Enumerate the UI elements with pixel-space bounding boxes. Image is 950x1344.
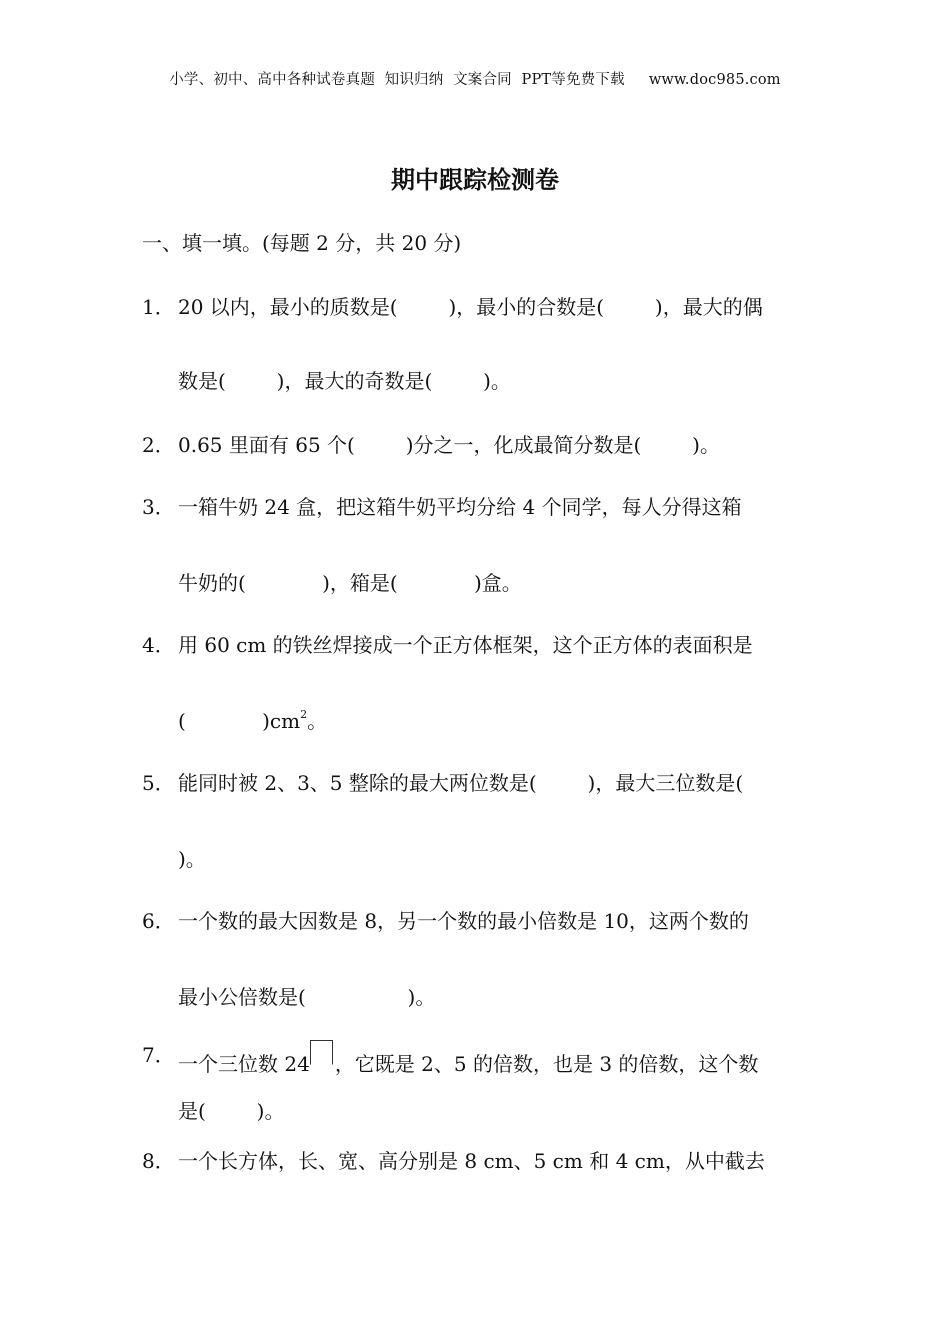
question-number: 2．: [142, 433, 175, 457]
question-number: 3．: [142, 495, 175, 519]
question-text: 牛奶的( )，箱是( )盒。: [178, 571, 522, 595]
question-number: 7．: [142, 1043, 175, 1067]
question-text-part: 一个三位数 24: [178, 1052, 310, 1076]
question-number: 1．: [142, 295, 175, 319]
question-number: 8．: [142, 1149, 175, 1173]
answer-blank: ( )cm: [178, 709, 301, 733]
period: 。: [307, 709, 328, 733]
question-text: 是( )。: [178, 1099, 285, 1123]
question-text: 数是( )，最大的奇数是( )。: [178, 369, 511, 393]
question-text: 一个长方体，长、宽、高分别是 8 cm、5 cm 和 4 cm，从中截去: [178, 1149, 765, 1173]
question-number: 5．: [142, 771, 175, 795]
question-text: 20 以内，最小的质数是( )，最小的合数是( )，最大的偶: [178, 295, 763, 319]
question-text: 一个数的最大因数是 8，另一个数的最小倍数是 10，这两个数的: [178, 909, 749, 933]
superscript: 2: [300, 708, 308, 721]
question-text: [178, 1040, 758, 1079]
question-text: 用 60 cm 的铁丝焊接成一个正方体框架，这个正方体的表面积是: [178, 633, 753, 657]
question-text: 一箱牛奶 24 盒，把这箱牛奶平均分给 4 个同学，每人分得这箱: [178, 495, 742, 519]
section-heading: 一、填一填。(每题 2 分，共 20 分): [142, 231, 462, 255]
page-title: 期中跟踪检测卷: [391, 166, 559, 194]
question-text: [178, 706, 327, 736]
page-header: 小学、初中、高中各种试卷真题 知识归纳 文案合同 PPT等免费下载 www.doc985.com: [169, 72, 781, 88]
question-text-part: ，它既是 2、5 的倍数，也是 3 的倍数，这个数: [334, 1052, 759, 1076]
question-number: 4．: [142, 633, 175, 657]
question-text: 最小公倍数是( )。: [178, 985, 436, 1009]
question-text: 0.65 里面有 65 个( )分之一，化成最简分数是( )。: [178, 433, 720, 457]
question-text: )。: [178, 847, 206, 871]
question-number: 6．: [142, 909, 175, 933]
digit-box: [310, 1040, 333, 1065]
question-text: 能同时被 2、3、5 整除的最大两位数是( )，最大三位数是(: [178, 771, 744, 795]
